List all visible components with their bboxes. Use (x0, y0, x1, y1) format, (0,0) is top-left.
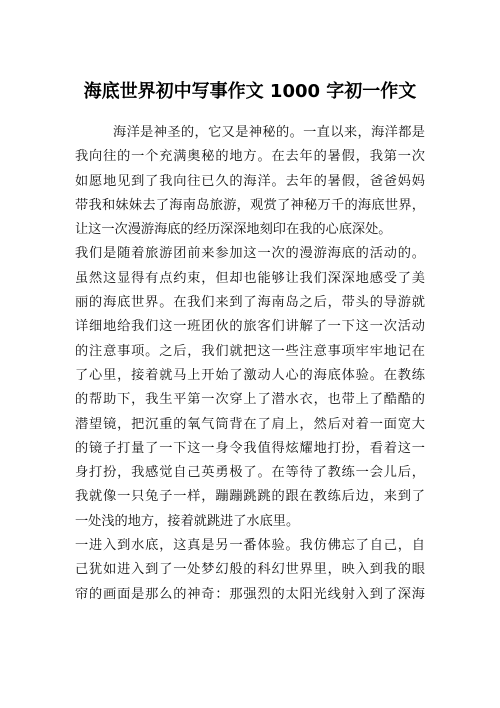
text-line: 详细地给我们这一班团伙的旅客们讲解了一下这一次活动 (75, 319, 425, 335)
text-line: 潜望镜，把沉重的氧气筒背在了肩上，然后对着一面宽大 (75, 416, 425, 432)
article-body (75, 121, 425, 607)
text-line: 海洋是神圣的，它又是神秘的。一直以来，海洋都是 (113, 125, 425, 140)
text-line: 虽然这显得有点约束，但却也能够让我们深深地感受了美 (75, 270, 425, 286)
text-line: 的镜子打量了一下这一身令我值得炫耀地打扮，看着这一 (75, 440, 425, 456)
text-line: 带我和妹妹去了海南岛旅游，观赏了神秘万千的海底世界， (75, 197, 425, 213)
text-line: 如愿地见到了我向往已久的海洋。去年的暑假，爸爸妈妈 (75, 173, 425, 189)
text-line: 我向往的一个充满奥秘的地方。在去年的暑假，我第一次 (75, 149, 425, 165)
text-line: 一处浅的地方，接着就跳进了水底里。 (75, 513, 300, 529)
text-line: 的注意事项。之后，我们就把这一些注意事项牢牢地记在 (75, 343, 425, 359)
text-line: 一进入到水底，这真是另一番体验。我仿佛忘了自己，自 (75, 538, 425, 554)
text-line: 的帮助下，我生平第一次穿上了潜水衣，也带上了酷酷的 (75, 392, 425, 408)
document-title: 海底世界初中写事作文 1000 字初一作文 (83, 81, 417, 102)
text-line: 我就像一只兔子一样，蹦蹦跳跳的跟在教练后边，来到了 (75, 489, 425, 505)
text-line: 身打扮，我感觉自己英勇极了。在等待了教练一会儿后， (75, 465, 425, 481)
text-line: 丽的海底世界。在我们来到了海南岛之后，带头的导游就 (75, 295, 425, 311)
text-line: 己犹如进入到了一处梦幻般的科幻世界里，映入到我的眼 (75, 562, 425, 578)
text-line: 帘的画面是那么的神奇：那强烈的太阳光线射入到了深海 (75, 586, 425, 602)
text-line: 我们是随着旅游团前来参加这一次的漫游海底的活动的。 (75, 246, 425, 262)
text-line: 了心里，接着就马上开始了激动人心的海底体验。在教练 (75, 367, 425, 383)
text-line: 让这一次漫游海底的经历深深地刻印在我的心底深处。 (75, 222, 392, 238)
